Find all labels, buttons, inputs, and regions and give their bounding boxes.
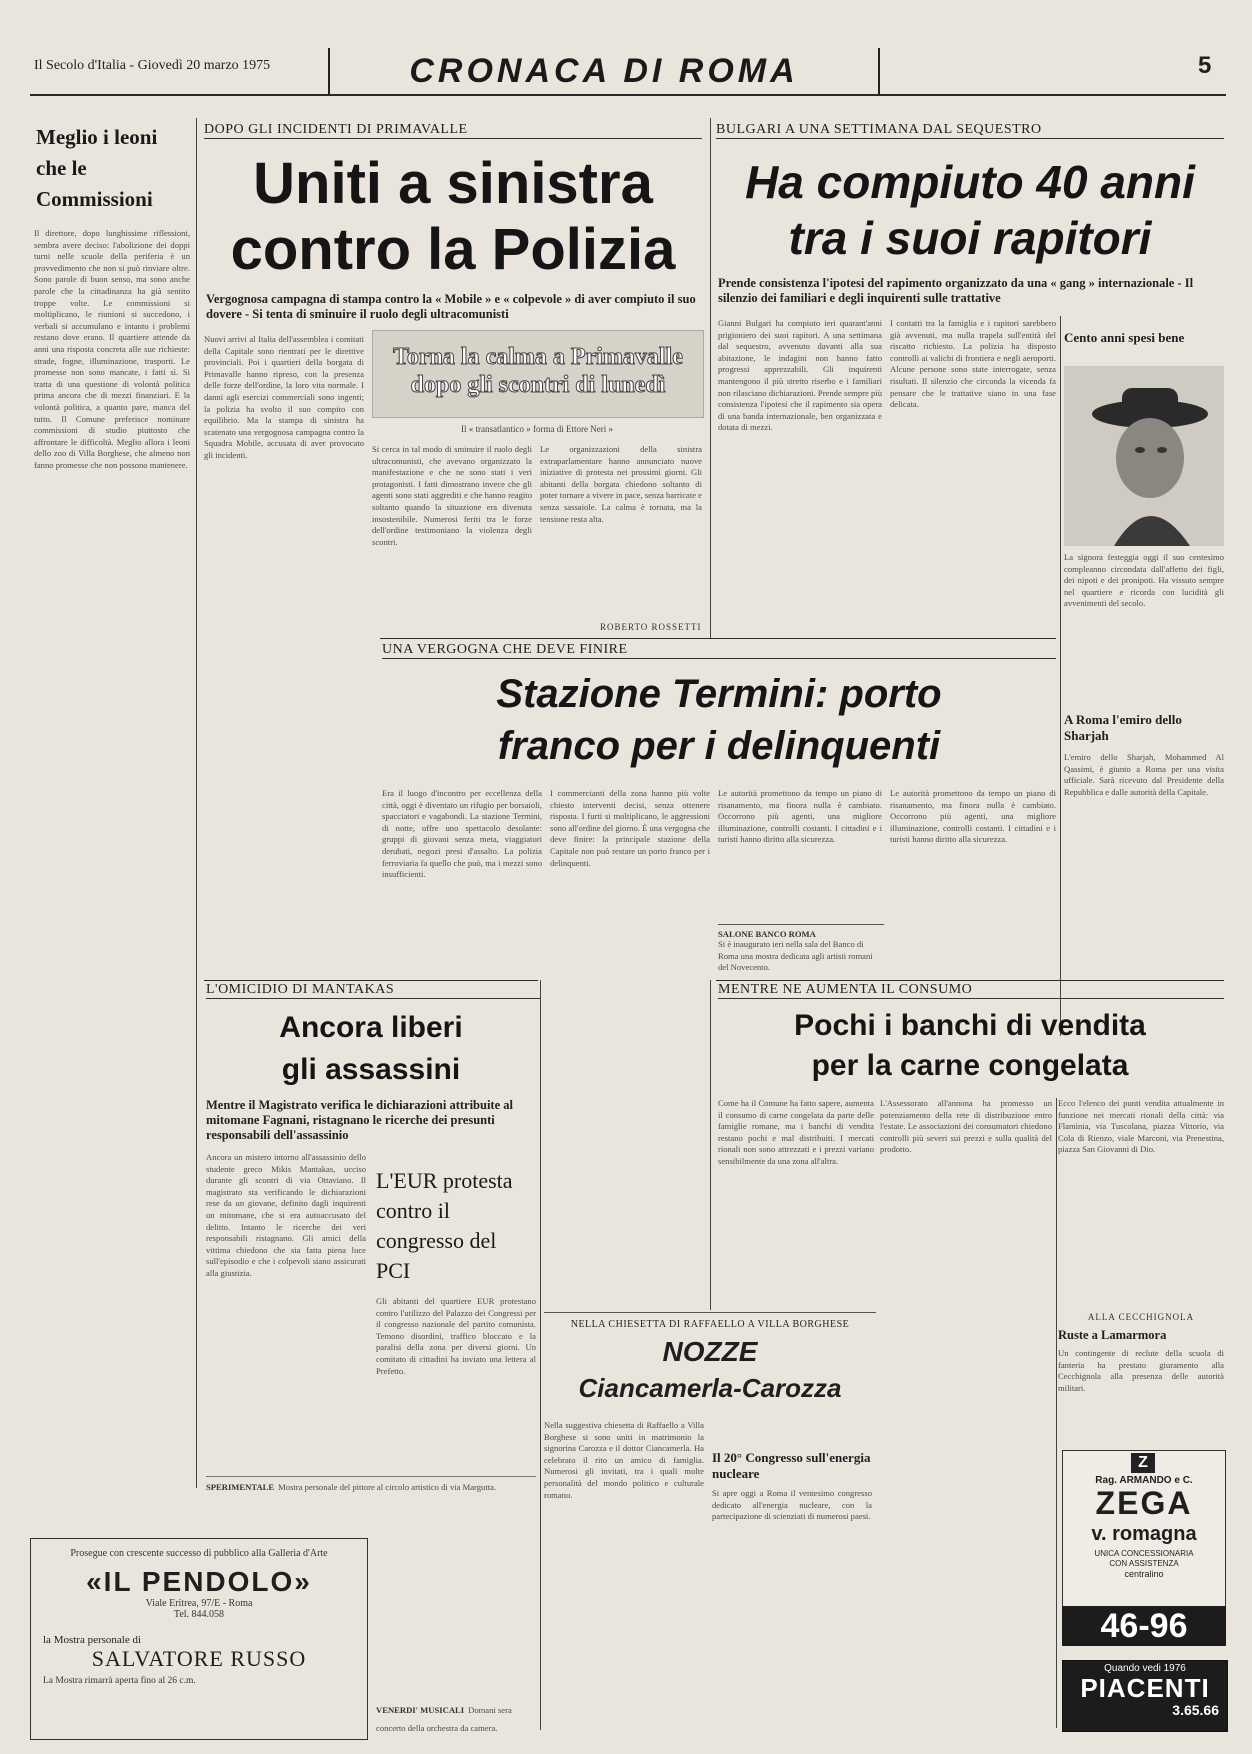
- date-line: Il Secolo d'Italia - Giovedì 20 marzo 1975: [34, 58, 271, 73]
- cento-anni-title: Cento anni spesi bene: [1064, 330, 1185, 345]
- left-body: Il direttore, dopo lunghissime riflessioni, sembra avere deciso: l'abolizione dei doppi turni nelle scuole della periferia è un provvedimento che non si può rinviare oltre. Sono parole di buon senso, ma sono anche parole che la cittadinanza ha già sentito troppe volte. Le commissioni si moltiplicano, le riunioni si succedono, i verbali si accumulano e intanto i problemi restano dove erano. Il quartiere attende da anni una risposta concreta alle sue richieste: strade, fogne, illuminazione, trasporti. Le promesse non sono mancate, i fatti sì. Si tratta di una questione di volontà politica prima ancora che di mezzi finanziari. E la volontà politica, a quanto pare, manca del tutto. Il Comune preferisce nominare commissioni di studio piuttosto che affrontare le difficoltà. Meglio allora i leoni dello zoo di Villa Borghese, che almeno non fanno promesse che non possono mantenere.: [34, 228, 190, 470]
- bulgari-body-col2: I contatti tra la famiglia e i rapitori sarebbero già avvenuti, ma nulla trapela sull'entità del riscatto richiesto. La polizia ha disposto controlli ai valichi di frontiera e negli aeroporti. Alcune persone sono state interrogate, senza risultati. Il silenzio che circonda la vicenda fa pensare che le trattative siano in una fase delicata.: [890, 318, 1056, 410]
- note-2-body: Domani sera concerto della orchestra da camera.: [376, 1705, 512, 1733]
- bulgari-headline-2: tra i suoi rapitori: [788, 212, 1152, 264]
- piacenti-brand: PIACENTI: [1080, 1673, 1210, 1703]
- lead-signature: ROBERTO ROSSETTI: [600, 622, 702, 632]
- bulgari-body-col1: Gianni Bulgari ha compiuto ieri quarant'anni prigioniero dei suoi rapitori. A una settimana dal sequestro, avvenuto davanti alla sua abitazione, le indagini non hanno fatto progressi apprezzabili. Gli inquirenti mantengono il più stretto riserbo e i familiari non rilasciano dichiarazioni. Prende sempre più consistenza l'ipotesi che il rapimento sia opera di una banda internazionale, ben organizzata e dotata di mezzi.: [718, 318, 882, 433]
- pendolo-artist: SALVATORE RUSSO: [91, 1646, 307, 1671]
- zega-line2: CON ASSISTENZA: [1109, 1559, 1179, 1568]
- zega-logo-icon: Z: [1131, 1453, 1155, 1473]
- salone-title: SALONE BANCO ROMA: [718, 929, 816, 939]
- lead-body-col1: Nuovi arrivi al Italia dell'assemblea i comitati della Capitale sono rientrati per le direttive provinciali. Poi i quartieri della borgata di Primavalle hanno ripreso, con la presenza delle forze dell'ordine, la loro vita normale. I danni agli esercizi commerciali sono ingenti; la polizia ha svolto il suo compito con equilibrio. Ma la stampa di sinistra ha scatenato una vergognosa campagna contro la Squadra Mobile, accusata di aver provocato gli incidenti.: [204, 334, 364, 460]
- mantakas-body: Ancora un mistero intorno all'assassinio dello studente greco Mikis Mantakas, ucciso durante gli scontri di via Ottaviano. Il magistrato sta verificando le dichiarazioni rese da un giovane, definito dagli inquirenti un mitomane, che si era autoaccusato del delitto. Intanto le ricerche dei veri responsabili ristagnano. Gli amici della vittima chiedono che sia fatta piena luce sull'episodio e che i colpevoli siano assicurati alla giustizia.: [206, 1152, 366, 1278]
- salone-box: [718, 924, 884, 985]
- ad-zega: [1062, 1450, 1226, 1608]
- section-title: CRONACA DI ROMA: [409, 52, 799, 90]
- section-title-box: [328, 48, 880, 96]
- bulgari-sidebar-divider: [1060, 316, 1061, 1036]
- mantakas-kicker: L'OMICIDIO DI MANTAKAS: [206, 982, 540, 999]
- lower-divider-1: [540, 980, 541, 1730]
- bulgari-kicker: BULGARI A UNA SETTIMANA DAL SEQUESTRO: [716, 122, 1224, 139]
- portrait-image: [1064, 366, 1224, 546]
- cento-anni-body: La signora festeggia oggi il suo centesimo compleanno circondata dall'affetto dei figli, dei nipoti e dei pronipoti. Ha vissuto sempre nel quartiere e ricorda con lucidità gli avvenimenti del secolo.: [1064, 552, 1224, 609]
- eur-body: Gli abitanti del quartiere EUR protestano contro l'utilizzo del Palazzo dei Congressi per il congresso nazionale del partito comunista. Temono disordini, traffico bloccato e la paralisi della zona per diversi giorni. Un comitato di cittadini ha inviato una lettera al Prefetto.: [376, 1296, 536, 1376]
- center-divider: [710, 118, 711, 638]
- zega-owner: Rag. ARMANDO e C.: [1095, 1475, 1193, 1486]
- lower-divider-2: [710, 980, 711, 1310]
- nozze-headline-2: Ciancamerla-Carozza: [578, 1373, 842, 1403]
- primavalle-photo-box: [372, 330, 704, 418]
- photo-title-1: Torna la calma a Primavalle: [393, 344, 683, 370]
- zega-address: v. romagna: [1091, 1523, 1197, 1545]
- termini-body-col3: Le autorità promettono da tempo un piano di risanamento, ma finora nulla è cambiato. Occorrono più agenti, una migliore illuminazione, controlli costanti. I cittadini e i turisti hanno diritto alla sicurezza.: [718, 788, 882, 845]
- mantakas-top-rule: [204, 980, 538, 981]
- note-1-body: Mostra personale del pittore al circolo artistico di via Margutta.: [278, 1482, 497, 1492]
- pendolo-intro: Prosegue con crescente successo di pubblico alla Galleria d'Arte: [70, 1548, 328, 1559]
- pendolo-name: «IL PENDOLO»: [86, 1566, 312, 1597]
- termini-kicker: UNA VERGOGNA CHE DEVE FINIRE: [382, 642, 1056, 659]
- zega-phone: 46-96: [1100, 1607, 1188, 1645]
- bulgari-headline-1: Ha compiuto 40 anni: [745, 156, 1195, 208]
- ceccignola-kicker: ALLA CECCHIGNOLA: [1087, 1312, 1195, 1322]
- zega-center: centralino: [1124, 1569, 1164, 1579]
- piacenti-top: Quando vedi 1976: [1104, 1663, 1186, 1674]
- pendolo-phone: Tel. 844.058: [173, 1609, 225, 1620]
- note-2: [376, 1700, 540, 1740]
- bulgari-subhead: Prende consistenza l'ipotesi del rapimento organizzato da una « gang » internazionale - Il silenzio dei familiari e degli inquirenti sulle trattative: [718, 276, 1194, 305]
- note-2-title: VENERDI' MUSICALI: [376, 1705, 465, 1715]
- ceccignola-title: Ruste a Lamarmora: [1058, 1328, 1167, 1342]
- nozze-kicker: NELLA CHIESETTA DI RAFFAELLO A VILLA BORGHESE: [570, 1319, 850, 1330]
- nozze-box: [544, 1312, 876, 1413]
- note-1: [206, 1476, 536, 1517]
- lead-subhead: Vergognosa campagna di stampa contro la « Mobile » e « colpevole » di aver compiuto il suo dovere - Si tenta di sminuire il ruolo degli ultracomunisti: [206, 292, 696, 321]
- carne-body-col1: Come ha il Comune ha fatto sapere, aumenta il consumo di carne congelata da parte delle famiglie romane, ma i banchi di vendita restano pochi e mal distribuiti. I mercati rionali non sono attrezzati e i prezzi variano sensibilmente da una zona all'altra.: [718, 1098, 874, 1166]
- lower-divider-3: [1056, 1098, 1057, 1728]
- lead-headline-2: contro la Polizia: [230, 217, 676, 282]
- ad-pendolo: [30, 1538, 368, 1740]
- lead-body-col2: Si cerca in tal modo di sminuire il ruolo degli ultracomunisti, che avevano organizzato la manifestazione e che ne sono stati i veri protagonisti. I fatti dimostrano invece che gli agenti sono stati aggrediti e che hanno reagito soltanto quando la situazione era divenuta insostenibile. Numerosi feriti tra le forze dell'ordine testimoniano la violenza degli scontri.: [372, 444, 532, 547]
- carne-body-col2: L'Assessorato all'annona ha promesso un potenziamento della rete di distribuzione entro l'estate. Le associazioni dei consumatori chiedono controlli più severi sui prezzi e sulla qualità del prodotto.: [880, 1098, 1052, 1155]
- lead-headline-1: Uniti a sinistra: [253, 151, 653, 216]
- lead-kicker: DOPO GLI INCIDENTI DI PRIMAVALLE: [204, 122, 702, 139]
- photo-title-2: dopo gli scontri di lunedì: [410, 372, 666, 398]
- carne-headline-2: per la carne congelata: [811, 1049, 1129, 1082]
- photo-caption: Il « transatlantico » forma di Ettore Neri »: [461, 424, 613, 434]
- masthead: [0, 0, 1252, 110]
- termini-headline-2: franco per i delinquenti: [497, 724, 941, 768]
- pendolo-exhibit-intro: la Mostra personale di: [43, 1634, 142, 1646]
- ceccignola-body: Un contingente di reclute della scuola di fanteria ha prestato giuramento alla Cecchignola alla presenza delle autorità militari.: [1058, 1348, 1224, 1393]
- sharjah-title: A Roma l'emiro dello Sharjah: [1064, 712, 1182, 743]
- mantakas-subhead: Mentre il Magistrato verifica le dichiarazioni attribuite al mitomane Fagnani, ristagnano le ricerche dei presunti responsabili dell'assassinio: [206, 1098, 513, 1142]
- salone-body: Si è inaugurato ieri nella sala del Banco di Roma una mostra dedicata agli artisti romani del Novecento.: [718, 939, 873, 973]
- left-editorial: [30, 112, 190, 1482]
- termini-top-rule: [380, 638, 1056, 639]
- termini-headline-1: Stazione Termini: porto: [496, 672, 942, 716]
- zega-line1: UNICA CONCESSIONARIA: [1094, 1549, 1194, 1558]
- mantakas-headline-2: gli assassini: [281, 1053, 461, 1086]
- pendolo-footer: La Mostra rimarrà aperta fino al 26 c.m.: [43, 1676, 196, 1686]
- cento-anni-photo: [1064, 366, 1224, 546]
- eur-headline: L'EUR protesta contro il congresso del PCI: [376, 1168, 513, 1283]
- pendolo-address: Viale Eritrea, 97/E - Roma: [145, 1598, 253, 1609]
- zega-phone-box: [1062, 1606, 1226, 1646]
- termini-body-col4: Le autorità promettono da tempo un piano di risanamento, ma finora nulla è cambiato. Occorrono più agenti, una migliore illuminazione, controlli costanti. I cittadini e i turisti hanno diritto alla sicurezza.: [890, 788, 1056, 845]
- sharjah-body: L'emiro dello Sharjah, Mohammed Al Qassimi, è giunto a Roma per una visita ufficiale. Sarà ricevuto dal Presidente della Repubblica e dalle autorità della Capitale.: [1064, 752, 1224, 797]
- lead-body-col3: Le organizzazioni della sinistra extraparlamentare hanno annunciato nuove iniziative di protesta nei prossimi giorni. Gli abitanti della borgata chiedono soltanto di poter tornare a vivere in pace, senza barricate e senza sassaiole. La calma è tornata, ma la tensione resta alta.: [540, 444, 702, 524]
- nozze-body: Nella suggestiva chiesetta di Raffaello a Villa Borghese si sono uniti in matrimonio la signorina Carozza e il dottor Ciancamerla. Ha celebrato il rito un amico di famiglia. Numerosi gli invitati, tra i quali molte personalità del mondo politico e culturale romano.: [544, 1420, 704, 1500]
- carne-kicker: MENTRE NE AUMENTA IL CONSUMO: [718, 982, 1224, 999]
- ad-piacenti: [1062, 1660, 1228, 1732]
- carne-body-col3: Ecco l'elenco dei punti vendita attualmente in funzione nei mercati rionali della città: via Flaminia, via Tuscolana, piazza Vittorio, via Cola di Rienzo, viale Marconi, via Prenestina, piazza San Giovanni di Dio.: [1058, 1098, 1224, 1155]
- termini-body-col2: I commercianti della zona hanno più volte chiesto interventi decisi, senza ottenere risposta. I furti si moltiplicano, le aggressioni sono all'ordine del giorno. È una vergogna che deve finire: la principale stazione della Capitale non può restare un porto franco per i delinquenti.: [550, 788, 710, 868]
- congress-title: Il 20° Congresso sull'energia nucleare: [712, 1450, 871, 1481]
- note-1-title: SPERIMENTALE: [206, 1482, 275, 1492]
- carne-top-rule: [716, 980, 1224, 981]
- piacenti-phone: 3.65.66: [1172, 1702, 1219, 1718]
- left-column-divider: [196, 118, 197, 1488]
- mantakas-headline-1: Ancora liberi: [279, 1011, 463, 1044]
- nozze-headline-1: NOZZE: [662, 1336, 758, 1367]
- left-headline: Meglio i leoni che le Commissioni: [36, 125, 158, 211]
- masthead-rule: [30, 94, 1226, 96]
- zega-brand: ZEGA: [1095, 1485, 1193, 1521]
- congress-body: Si apre oggi a Roma il ventesimo congresso dedicato all'energia nucleare, con la partecipazione di scienziati di numerosi paesi.: [712, 1488, 872, 1522]
- termini-body-col1: Era il luogo d'incontro per eccellenza della città, oggi è diventato un rifugio per borsaioli, spacciatori e vagabondi. La stazione Termini, di notte, offre uno spettacolo desolante: gruppi di giovani senza meta, viaggiatori derubati, negozi presi d'assalto. La polizia ferroviaria fa quello che può, ma i mezzi sono insufficienti.: [382, 788, 542, 880]
- page-number: 5: [1198, 52, 1212, 79]
- carne-headline-1: Pochi i banchi di vendita: [794, 1009, 1146, 1042]
